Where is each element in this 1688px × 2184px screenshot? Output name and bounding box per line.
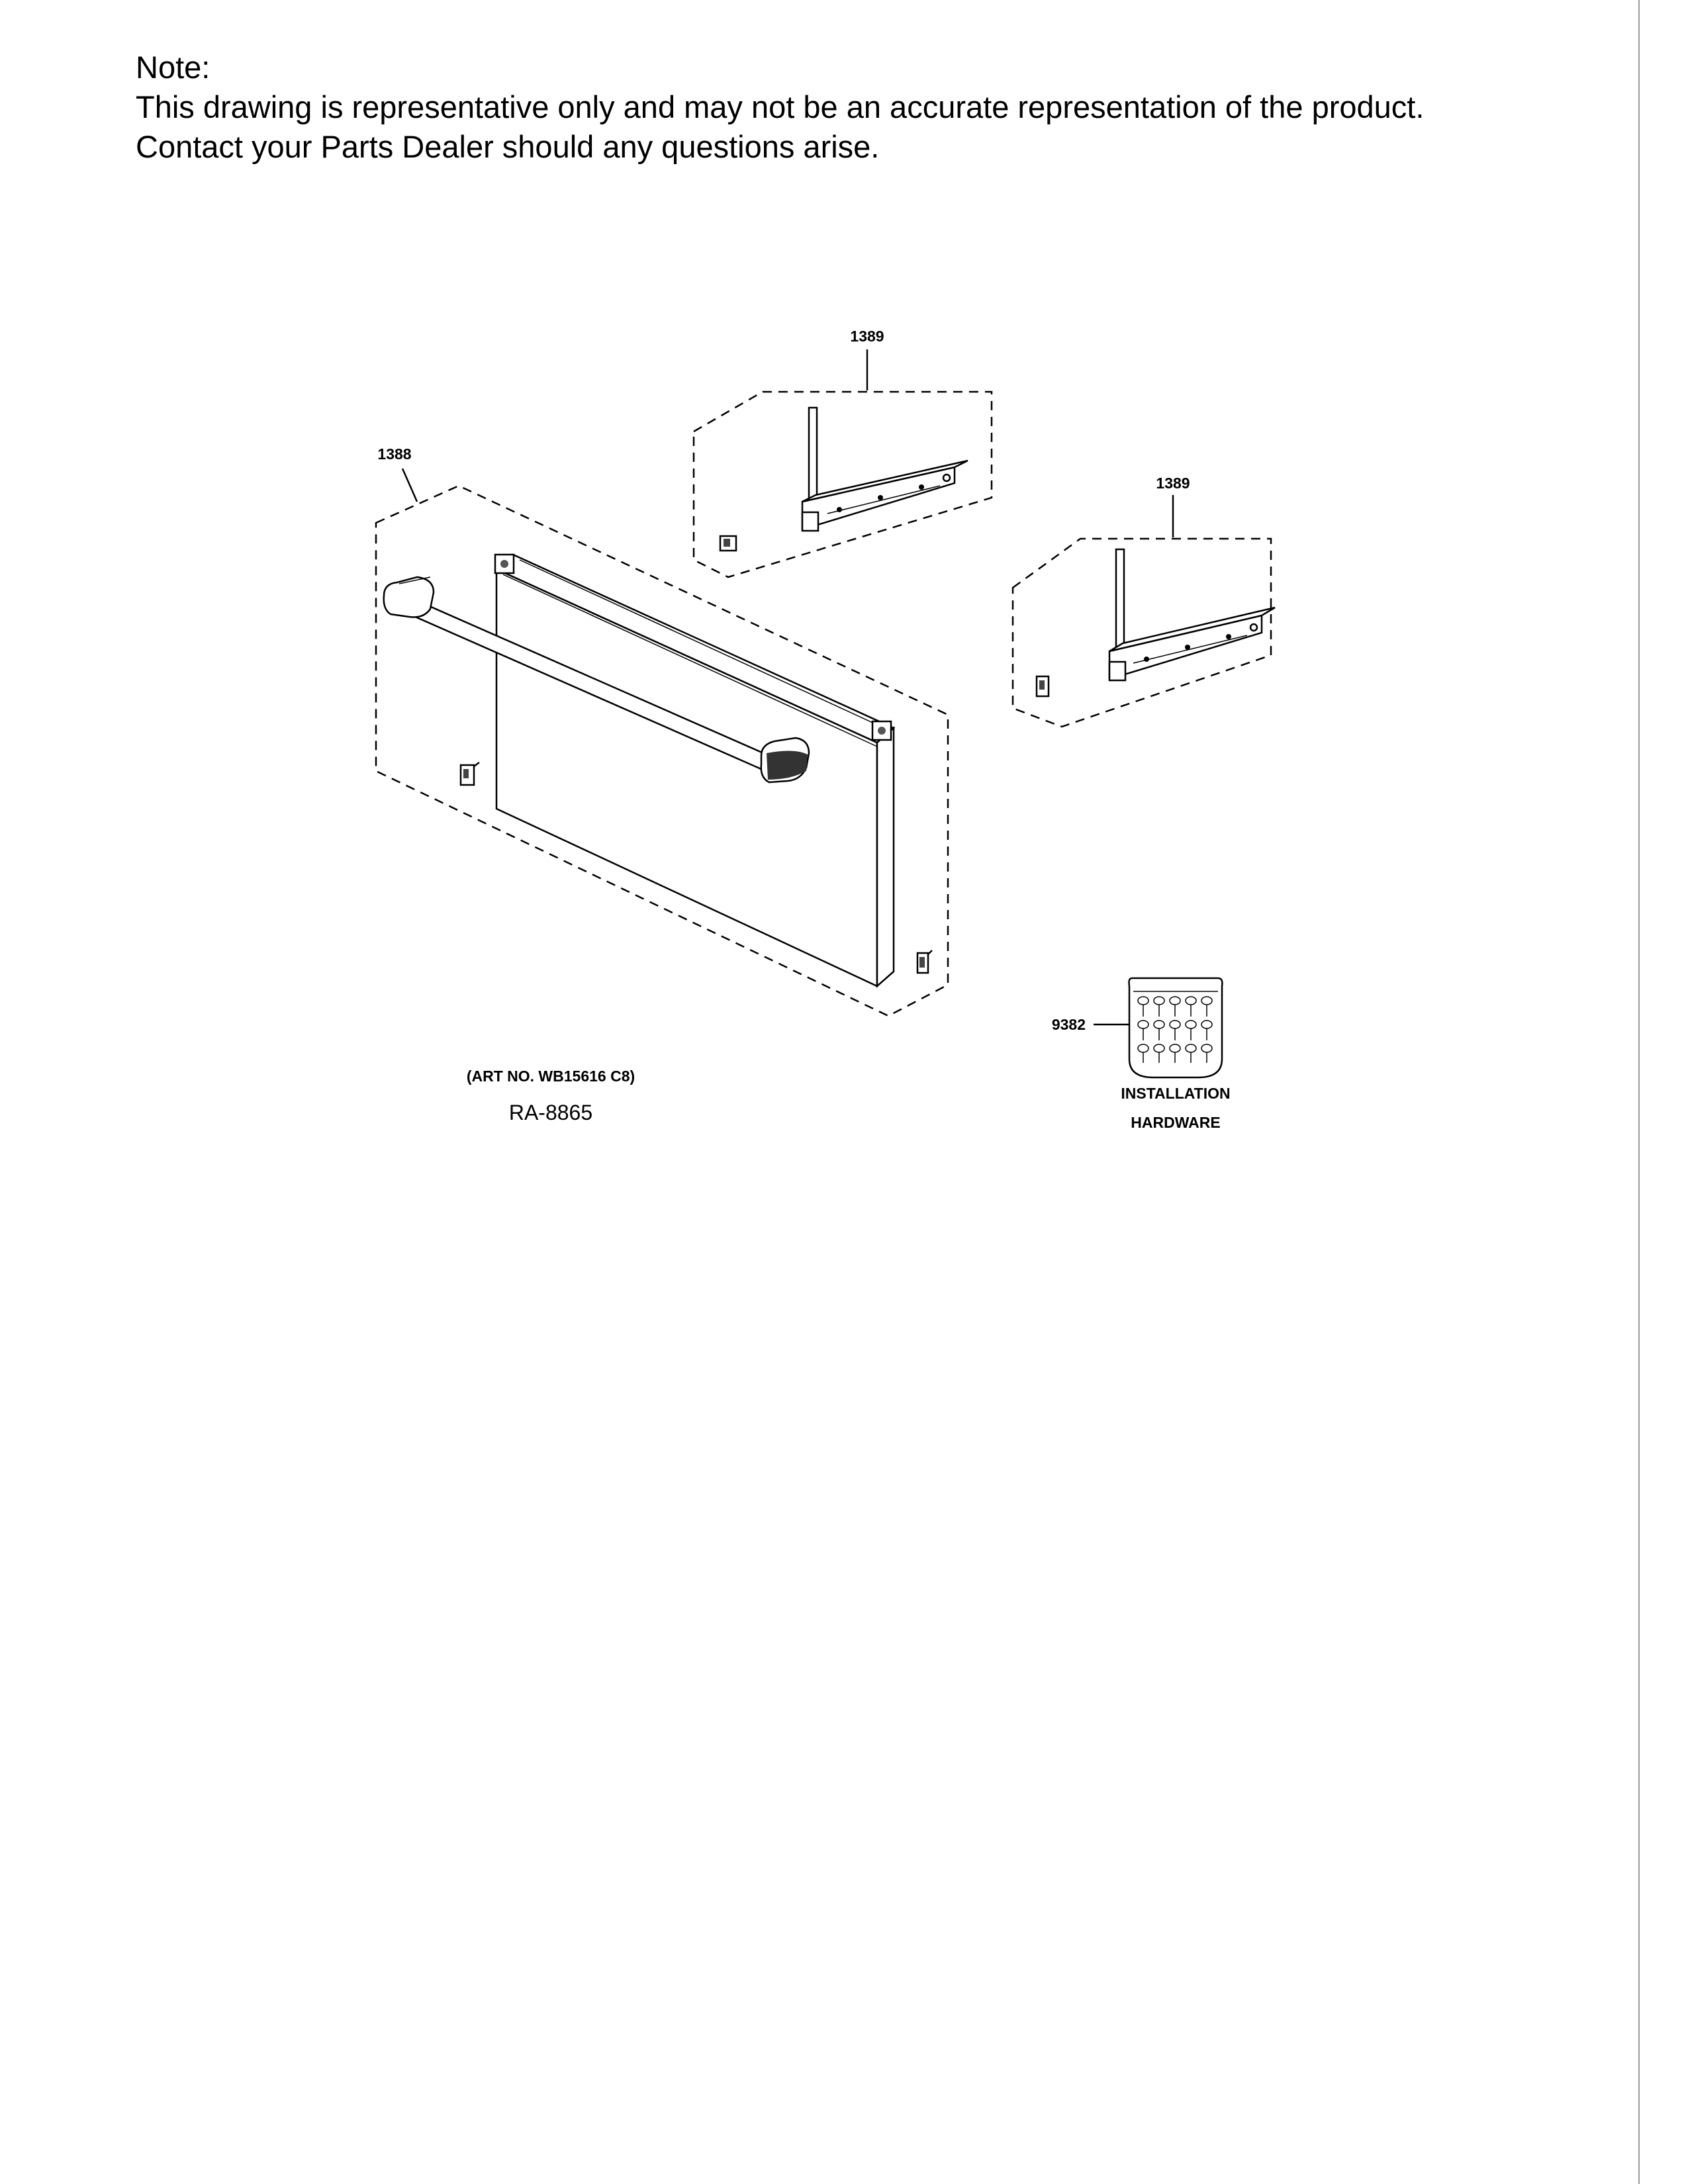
hinge-assembly-upper-group — [694, 349, 992, 577]
hinge-upper-arm — [809, 408, 817, 506]
hinge-upper-clip — [720, 536, 736, 551]
door-assembly-group — [376, 469, 948, 1016]
note-heading: Note: — [136, 50, 211, 85]
hardware-caption-line-1: INSTALLATION — [1121, 1085, 1231, 1102]
hinge-right-arm — [1116, 549, 1124, 655]
hinge-assembly-right-group — [1013, 495, 1275, 727]
note-line-1: This drawing is representative only and may not be an accurate representation of the product. — [136, 89, 1425, 124]
note-line-2: Contact your Parts Dealer should any questions arise. — [136, 129, 880, 164]
callout-label-9382: 9382 — [1051, 1016, 1086, 1033]
callout-1388-leader — [402, 469, 417, 502]
art-number: (ART NO. WB15616 C8) — [466, 1068, 635, 1085]
hinge-right-clip — [1037, 676, 1049, 696]
door-panel-side-edge — [877, 728, 894, 986]
door-clip-right — [917, 950, 932, 973]
callout-label-1389-upper: 1389 — [850, 328, 884, 345]
door-panel-front — [496, 569, 877, 986]
installation-hardware-bag — [1094, 978, 1222, 1077]
door-clip-left — [461, 762, 479, 785]
diagram-id: RA-8865 — [508, 1101, 593, 1124]
callout-label-1388: 1388 — [377, 445, 412, 463]
door-handle-end-left — [384, 577, 434, 617]
callout-label-1389-right: 1389 — [1156, 475, 1190, 492]
hardware-caption-line-2: HARDWARE — [1131, 1114, 1221, 1131]
